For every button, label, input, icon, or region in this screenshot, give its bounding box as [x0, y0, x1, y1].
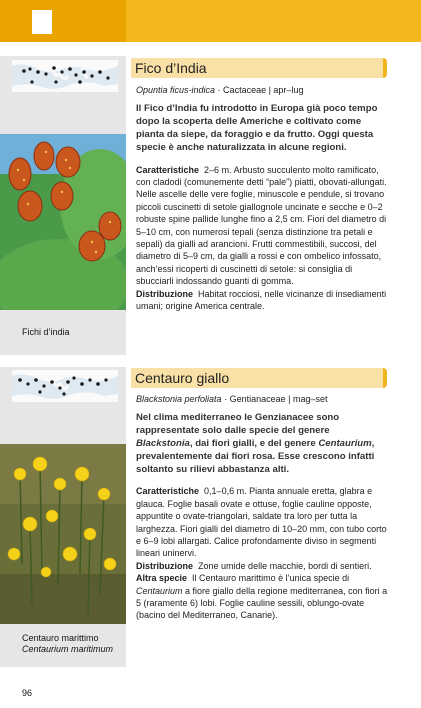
genus-name: Blackstonia — [136, 438, 190, 449]
photo-caption-1: Fichi d’india — [22, 327, 70, 337]
scientific-name-line — [136, 84, 388, 96]
distribution-paragraph — [136, 560, 388, 572]
species-title: Centauro giallo — [135, 370, 230, 386]
caption-common-name: Centauro marittimo — [22, 633, 99, 643]
top-color-band — [0, 0, 421, 42]
title-accent — [383, 58, 387, 78]
top-band-left-block — [0, 0, 126, 42]
distribution-map-1 — [12, 60, 118, 92]
genus-name: Centaurium — [136, 585, 183, 596]
features-paragraph — [136, 164, 388, 288]
features-text: 0,1–0,6 m. Pianta annuale eretta, glabra e glauca. Foglie basali ovate e ottuse, foglie cauline opposte, appuntite o ovate-triangolari, saldate tra loro per tutta la larghezza. Fiori gialli del diametro di 10–20 mm, con tubo corto e 6–9 lobi allargati. Calice profondamente diviso in segmenti lineari uninervi. — [136, 486, 387, 559]
features-label: Caratteristiche — [136, 164, 200, 175]
photo-centaurium-maritimum — [0, 444, 126, 624]
features-paragraph — [136, 485, 388, 559]
scientific-name: Opuntia ficus-indica — [136, 85, 216, 95]
scientific-name-line — [136, 393, 388, 405]
distribution-map-2 — [12, 370, 118, 402]
intro-text: , dai fiori gialli, e del genere — [189, 438, 319, 449]
scientific-name: Blackstonia perfoliata — [136, 394, 222, 404]
intro-paragraph — [136, 412, 388, 476]
distribution-text: Zone umide delle macchie, bordi di sentieri. — [198, 560, 372, 571]
page-number: 96 — [22, 688, 33, 698]
intro-text: Nel clima mediterraneo le Genzianacee sono rappresentate solo dalle specie del genere — [136, 412, 340, 437]
family-period: · Gentianaceae | mag–set — [224, 394, 328, 404]
features-label: Caratteristiche — [136, 486, 200, 497]
genus-name: Centaurium — [318, 438, 372, 449]
species-entry-2 — [136, 393, 388, 622]
distribution-label: Distribuzione — [136, 288, 194, 299]
distribution-label: Distribuzione — [136, 560, 194, 571]
photo-caption-2 — [22, 633, 113, 655]
distribution-text: Habitat rocciosi, nelle vicinanze di insediamenti umani; origine America centrale. — [136, 288, 387, 312]
other-species-paragraph — [136, 572, 388, 622]
distribution-paragraph — [136, 288, 388, 313]
features-text: 2–6 m. Arbusto succulento molto ramificato, con cladodi (comunemente detti “pale”) piatti, obovati-allungati. Nelle ascelle delle vere foglie, minuscole e pendule, si trovano piccoli cuscinetti di setole giallognole uncinate e secche e 0–2 robuste spine pallide lunghe fino a 2,5 cm. Fiori del diametro di 5–10 cm, con numerosi tepali (senza distinzione tra petali e sepali) da gialli ad arancioni. Frutti commestibili, succosi, del diametro di 5–9 cm, da gialli a rossi e con ombelico infossato, anch’essi ricoperti di cuscinetti di setole: si consiglia di sbucciarli indossando guanti di gomma. — [136, 164, 387, 287]
title-accent — [383, 368, 387, 388]
intro-paragraph: Il Fico d’India fu introdotto in Europa già poco tempo dopo la scoperta delle Americhe e coltivato come pianta da siepe, da foraggio e da frutto. Oggi questa specie è anche naturalizzata in alcune regioni. — [136, 103, 378, 153]
other-species-text: Il Centauro marittimo è l’unica specie di — [192, 573, 350, 584]
species-title: Fico d’India — [135, 60, 207, 76]
species-title-bar-1 — [131, 58, 387, 78]
photo-prickly-pear — [0, 134, 126, 310]
other-species-label: Altra specie — [136, 573, 188, 584]
intro-text: , prevalentemente dai fiori rosa. Esse crescono infatti soltanto su rilievi abbastanza alti. — [136, 438, 375, 475]
chapter-marker — [32, 10, 52, 34]
species-entry-1 — [136, 84, 388, 312]
family-period: · Cactaceae | apr–lug — [217, 85, 304, 95]
other-species-text: a fiore giallo della regione mediterranea, con fiori a 5 (raramente 6) lobi. Foglie cauline sessili, oblungo-ovate (bacino del Mediterraneo, Canarie). — [136, 585, 388, 621]
caption-latin-name: Centaurium maritimum — [22, 644, 114, 654]
species-title-bar-2 — [131, 368, 387, 388]
